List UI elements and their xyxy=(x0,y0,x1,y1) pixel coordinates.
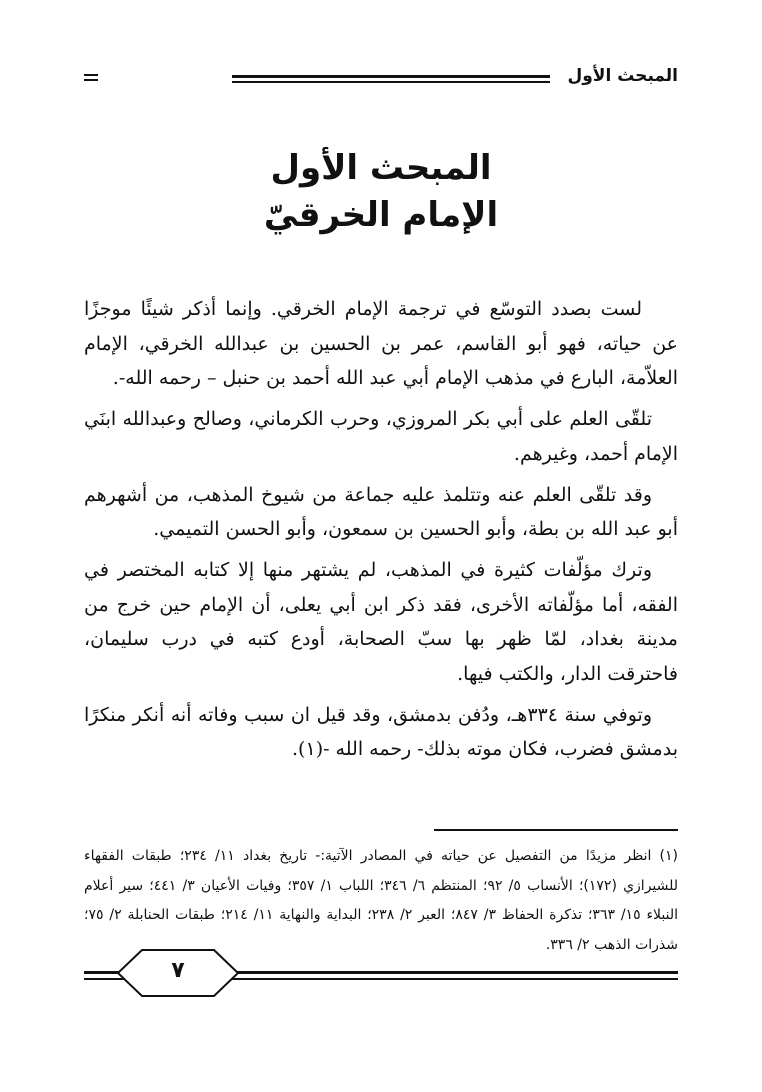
paragraph: وترك مؤلّفات كثيرة في المذهب، لم يشتهر منها إلا كتابه المختصر في الفقه، أما مؤلّفاته الأخرى، فقد ذكر ابن أبي يعلى، أن الإمام حين خرج من مدينة بغداد، لمّا ظهر بها سبّ الصحابة، أودع كتبه في درب سليمان، فاحترقت الدار، والكتب فيها. xyxy=(84,558,679,686)
chapter-title: المبحث الأول xyxy=(270,148,492,188)
paragraph: وقد تلقّى العلم عنه وتتلمذ عليه جماعة من شيوخ المذهب، من أشهرهم أبو عبد الله بن بطة، وأبو الحسين بن سمعون، وأبو الحسن التميمي. xyxy=(84,483,678,541)
paragraph: تلقّى العلم على أبي بكر المروزي، وحرب الكرماني، وصالح وعبدالله ابنَي الإمام أحمد، وغيرهم. xyxy=(84,408,678,465)
running-title: المبحث الأول xyxy=(567,66,678,86)
footnote-separator xyxy=(434,829,678,831)
header-rule-thin xyxy=(232,81,550,83)
footnote: (١) انظر مزيدًا من التفصيل عن حياته في المصادر الآتية:- تاريخ بغداد ١١/ ٢٣٤؛ طبقات الفقهاء للشيرازي (١٧٢)؛ الأنساب ٥/ ٩٢؛ المنتظم ٦/ ٣٤٦؛ اللباب ١/ ٣٥٧؛ وفيات الأعيان ٣/ ٤٤١؛ سير أعلام النبلاء ١٥/ ٣٦٣؛ تذكرة الحفاظ ٣/ ٨٤٧؛ العبر ٢/ ٢٣٨؛ البداية والنهاية ١١/ ٢١٤؛ طبقات الحنابلة ٢/ ٧٥؛ شذرات الذهب ٢/ ٣٣٦. xyxy=(84,848,679,953)
header-rule xyxy=(232,75,550,78)
chapter-subtitle: الإمام الخرقيّ xyxy=(263,195,499,235)
page-number: ٧ xyxy=(171,958,185,983)
page-footer xyxy=(84,948,678,998)
header-ornament xyxy=(84,74,98,84)
body-text xyxy=(84,292,678,773)
running-header xyxy=(84,64,678,96)
paragraph: لست بصدد التوسّع في ترجمة الإمام الخرقي. وإنما أذكر شيئًا موجزًا عن حياته، فهو أبو القاسم، عمر بن الحسين بن عبدالله الخرقي، الإمام العلاّمة، البارع في مذهب الإمام أبي عبد الله أحمد بن حنبل – رحمه الله-. xyxy=(84,298,678,390)
page-number-frame xyxy=(116,948,240,998)
paragraph: وتوفي سنة ٣٣٤هـ، ودُفن بدمشق، وقد قيل ان سبب وفاته أنه أنكر منكرًا بدمشق فضرب، فكان موته بذلك- رحمه الله -(١). xyxy=(84,703,678,761)
